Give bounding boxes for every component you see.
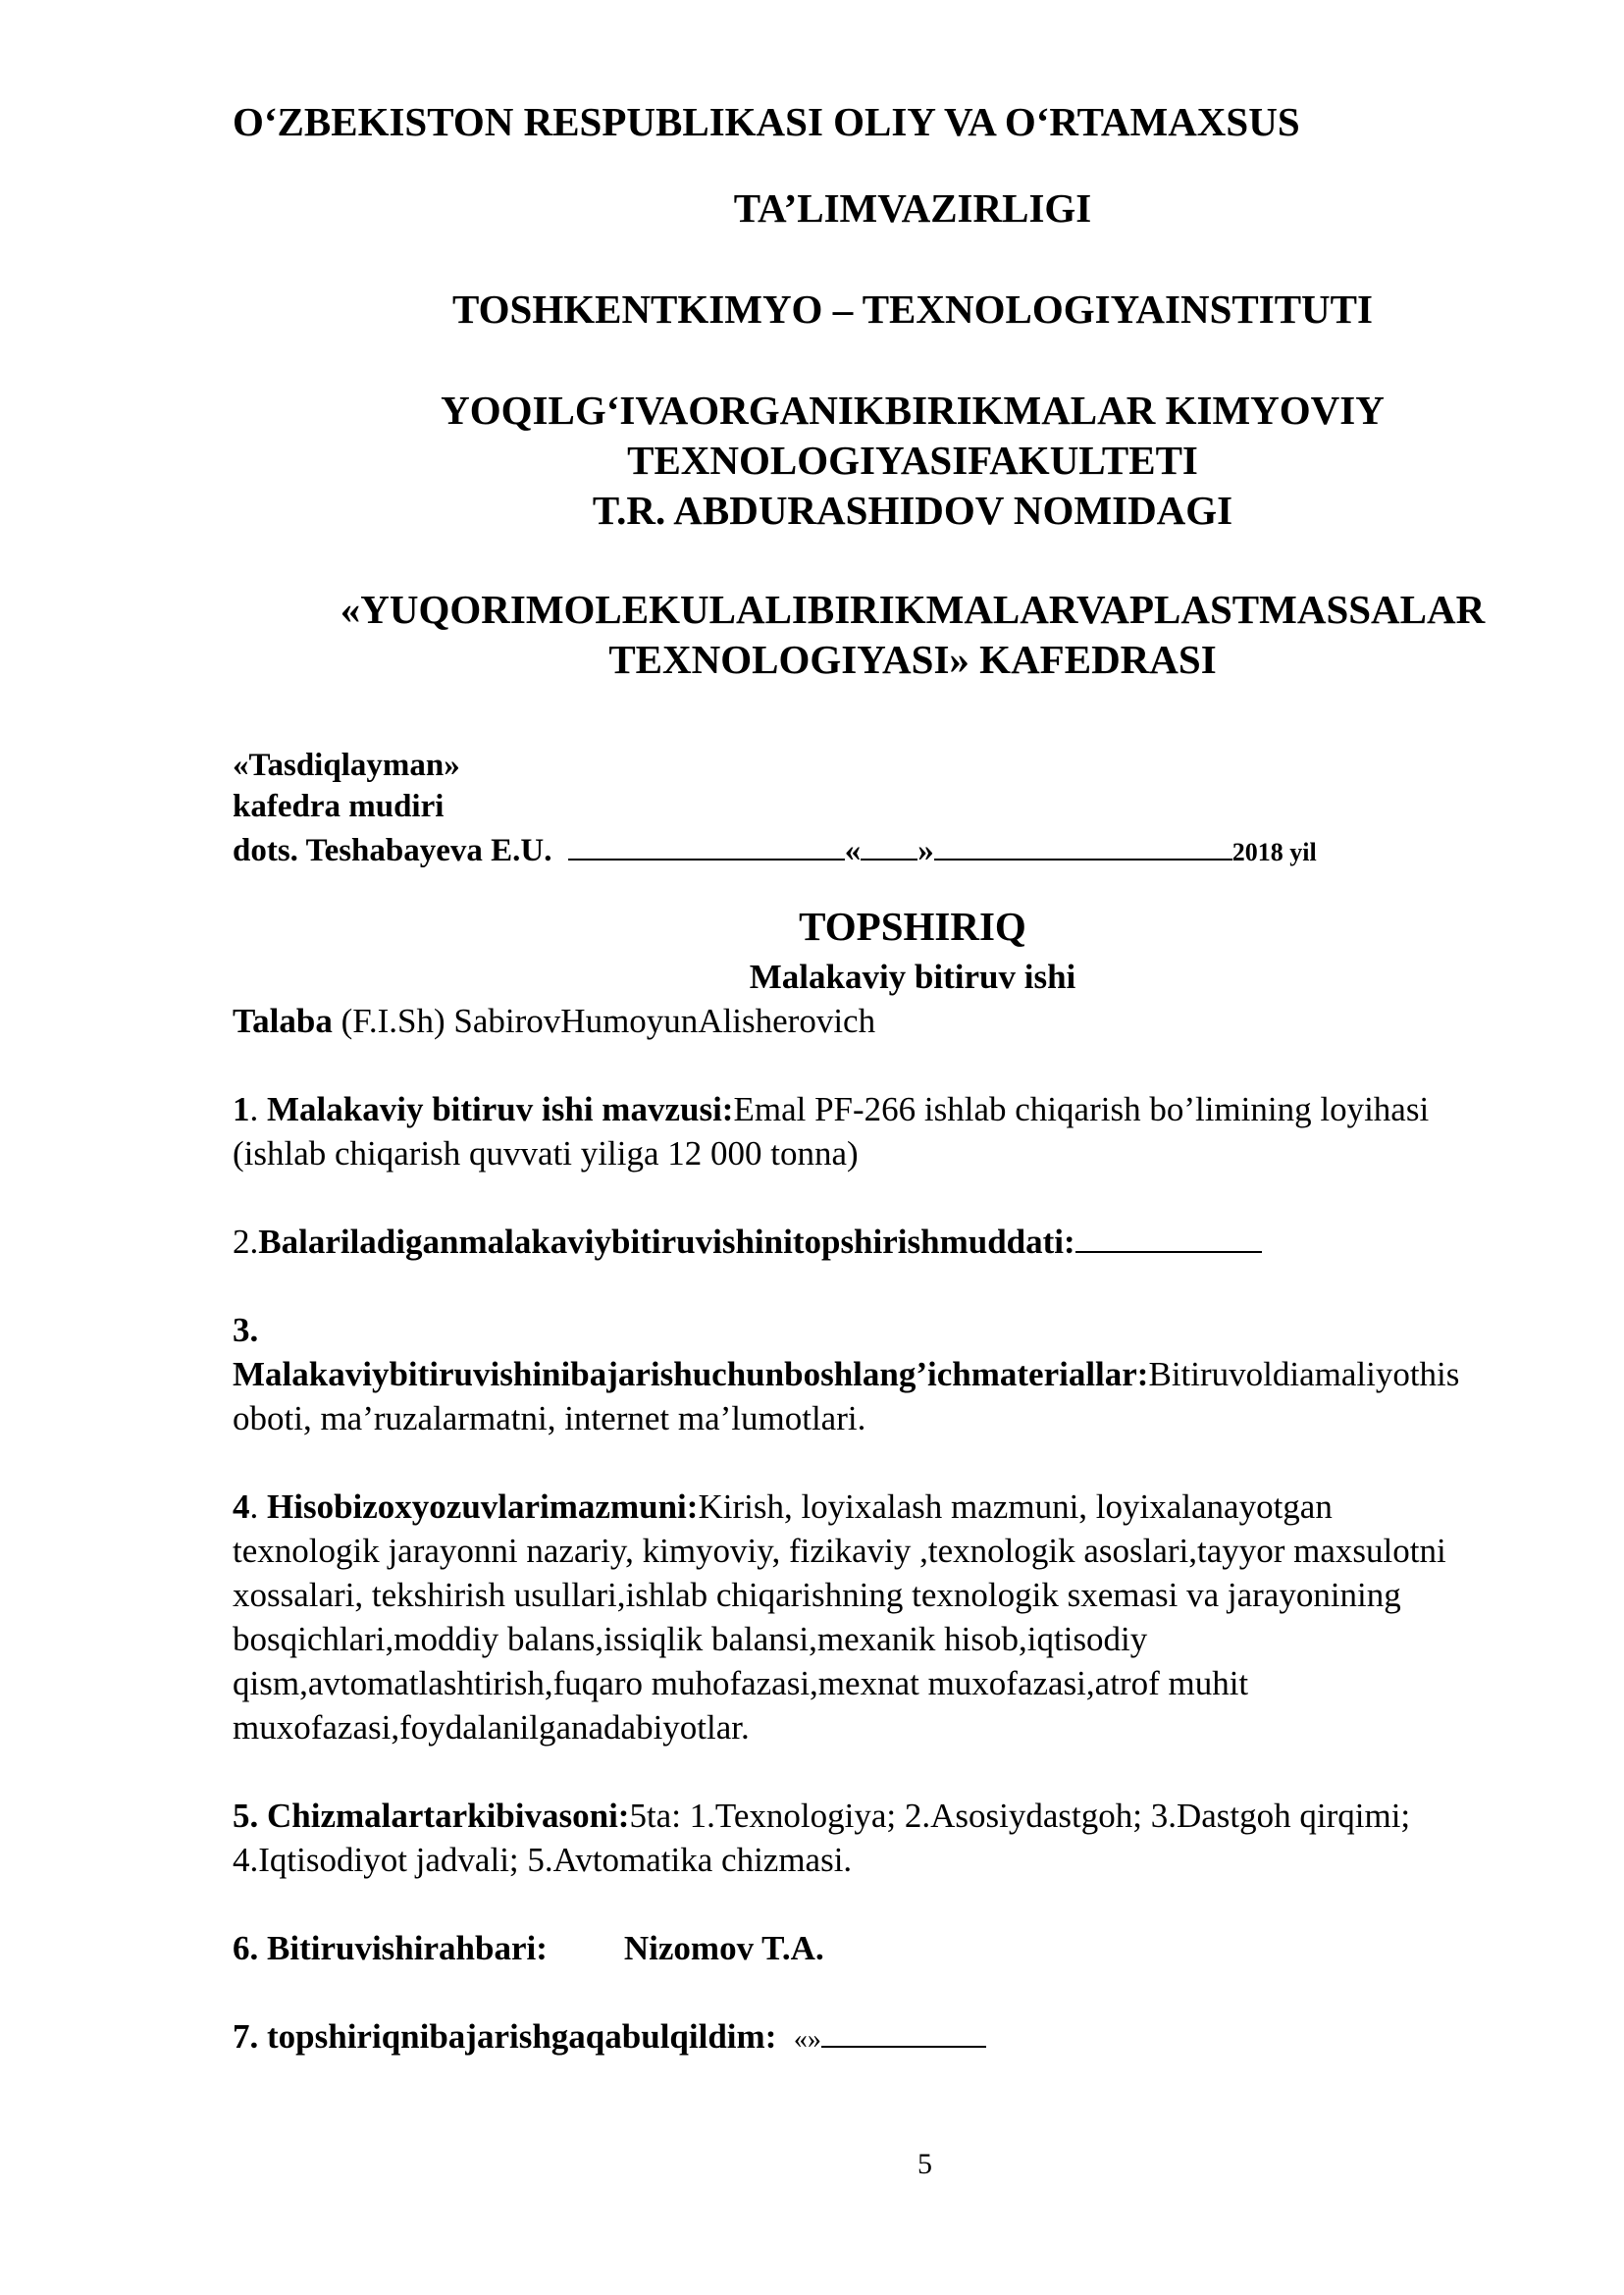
item-5-line-1 [233,1794,1577,1838]
item-4-text-3: bosqichlari,moddiy balans,issiqlik balansi,mexanik hisob,iqtisodiy [233,1620,1148,1658]
item-4-number: 4 [233,1487,250,1526]
assignment-title: TOPSHIRIQ [799,904,1026,949]
faculty-line-2: TEXNOLOGIYASIFAKULTETI [627,438,1198,483]
approval-name: dots. Teshabayeva E.U. [233,833,552,868]
item-2: 2.Balariladiganmalakaviybitiruvishinitopshirishmuddati: [233,1220,1577,1264]
item-5 [233,1794,1577,1882]
student-line [233,999,875,1043]
item-4-text-1: texnologik jarayonni nazariy, kimyoviy, fizikaviy ,texnologik asoslari,tayyor maxsulotni [233,1532,1446,1570]
day-blank [861,829,917,861]
item-7 [233,2014,1577,2061]
date-close-quote: » [917,833,934,868]
date-open-quote: « [844,833,862,868]
item-4-line-1: 4. Hisobizoxyozuvlarimazmuni:Kirish, loyixalash mazmuni, loyixalanayotgan [233,1487,1333,1526]
assignment-subtitle: Malakaviy bitiruv ishi [749,958,1076,996]
item-6-label: 6. Bitiruvishirahbari: [233,1929,548,1967]
faculty-line-1: YOQILG‘IVAORGANIKBIRIKMALAR KIMYOVIY [441,388,1385,433]
item-7-blank [821,2016,986,2048]
item-4-text-0: Kirish, loyixalash mazmuni, loyixalanayotgan [698,1487,1333,1526]
item-5-text-1: 5ta: 1.Texnologiya; 2.Asosiydastgoh; 3.Dastgoh qirqimi; [629,1797,1411,1835]
item-1-label: Malakaviy bitiruv ishi mavzusi: [267,1090,734,1128]
item-3-line-1 [233,1352,1577,1396]
ministry-line-1: O‘ZBEKISTON RESPUBLIKASI OLIY VA O‘RTAMAXSUS [233,99,1300,144]
department-line-1: «YUQORIMOLEKULALIBIRIKMALARVAPLASTMASSALAR [340,587,1486,632]
item-4-text-2: xossalari, tekshirish usullari,ishlab chiqarishning texnologik sxemasi va jarayonining [233,1576,1401,1614]
item-1-text-1: Emal PF-266 ishlab chiqarish bo’limining loyihasi [733,1090,1430,1128]
institute-name: TOSHKENTKIMYO – TEXNOLOGIYAINSTITUTI [452,287,1373,332]
approval-title: «Tasdiqlayman» [233,748,460,783]
month-blank [934,829,1232,861]
item-6-value: Nizomov T.A. [623,1929,824,1967]
item-1-line-1: 1. Malakaviy bitiruv ishi mavzusi:Emal PF-266 ishlab chiqarish bo’limining loyihasi [233,1090,1430,1128]
signature-blank [568,829,845,861]
item-1 [233,1087,1577,1175]
item-3 [233,1308,1577,1440]
item-3-text-1: Bitiruvoldiamaliyothis [1148,1355,1460,1393]
student-label: Talaba [233,1002,333,1040]
department-line-2: TEXNOLOGIYASI» KAFEDRASI [608,637,1217,682]
approval-signature-line [233,829,1317,872]
item-4 [233,1485,1577,1749]
approval-role: kafedra mudiri [233,789,445,824]
item-1-number: 1 [233,1090,250,1128]
ministry-line-2: TA’LIMVAZIRLIGI [733,185,1092,231]
item-2-number: 2 [233,1223,250,1261]
item-4-text-5: muxofazasi,foydalanilganadabiyotlar. [233,1708,750,1747]
item-7-quote: «» [793,2024,821,2055]
named-after-line: T.R. ABDURASHIDOV NOMIDAGI [592,488,1233,533]
item-2-blank [1075,1222,1262,1253]
item-5-text-2: 4.Iqtisodiyot jadvali; 5.Avtomatika chizmasi. [233,1841,853,1879]
item-3-label: Malakaviybitiruvishinibajarishuchunboshlang’ichmateriallar: [233,1355,1149,1393]
item-3-text-2: oboti, ma’ruzalarmatni, internet ma’lumotlari. [233,1399,866,1437]
student-name: SabirovHumoyunAlisherovich [453,1002,876,1040]
item-2-label: Balariladiganmalakaviybitiruvishinitopshirishmuddati: [258,1223,1075,1261]
item-7-label: 7. topshiriqnibajarishgaqabulqildim: [233,2017,777,2056]
page-number: 5 [917,2148,932,2180]
student-hint: (F.I.Sh) [341,1002,445,1040]
item-6 [233,1926,1577,1970]
item-3-number: 3. [233,1311,259,1349]
item-5-label: 5. Chizmalartarkibivasoni: [233,1797,630,1835]
item-4-text-4: qism,avtomatlashtirish,fuqaro muhofazasi,mexnat muxofazasi,atrof muhit [233,1664,1249,1702]
item-4-label: Hisobizoxyozuvlarimazmuni: [267,1487,699,1526]
approval-year: 2018 yil [1231,838,1317,866]
item-1-text-2: (ishlab chiqarish quvvati yiliga 12 000 tonna) [233,1134,859,1173]
